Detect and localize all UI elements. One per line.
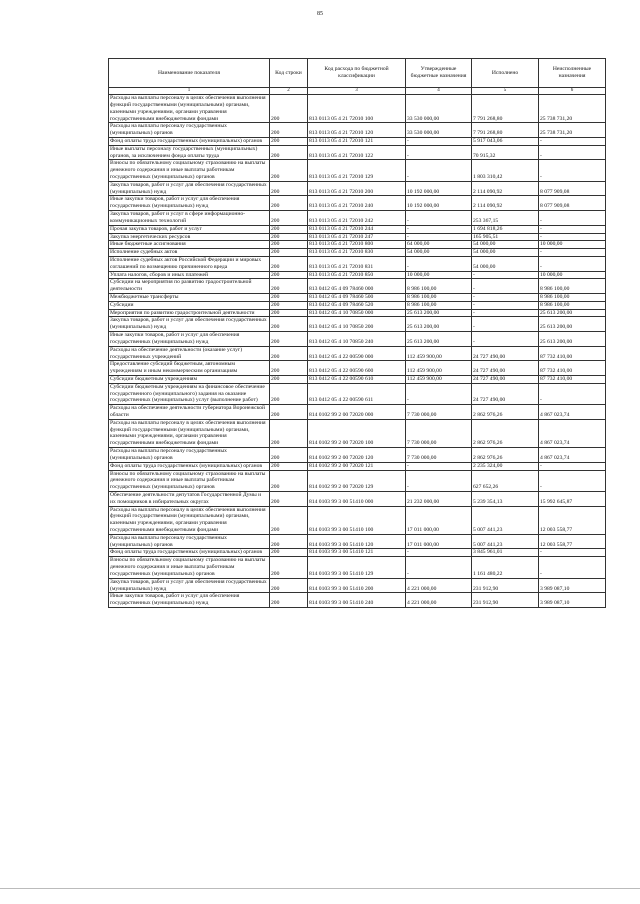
cell-line-code: 200 xyxy=(270,361,308,376)
cell-classification-code: 814 0103 99 3 00 51410 120 xyxy=(308,534,406,549)
table-row xyxy=(109,95,606,123)
cell-unexecuted: 8 077 909,08 xyxy=(539,196,606,211)
header-cell-line-code: Код строки xyxy=(270,59,308,88)
cell-executed: 24 727 490,00 xyxy=(472,346,539,361)
cell-executed: 2 862 976,26 xyxy=(472,405,539,420)
cell-executed: - xyxy=(472,309,539,317)
cell-line-code: 200 xyxy=(270,225,308,233)
cell-executed: 2 862 976,26 xyxy=(472,419,539,447)
cell-name: Иные бюджетные ассигнования xyxy=(109,241,270,249)
cell-unexecuted: - xyxy=(539,249,606,257)
table-row xyxy=(109,383,606,404)
table-row xyxy=(109,346,606,361)
cell-line-code: 200 xyxy=(270,317,308,332)
cell-line-code: 200 xyxy=(270,279,308,294)
cell-approved: - xyxy=(406,145,472,160)
cell-name: Расходы на обеспечение деятельности (оказание услуг) государственных учреждений xyxy=(109,346,270,361)
table-row xyxy=(109,491,606,506)
cell-executed: 54 000,00 xyxy=(472,249,539,257)
cell-unexecuted: - xyxy=(539,145,606,160)
cell-line-code: 200 xyxy=(270,593,308,608)
cell-classification-code: 814 0102 99 2 00 72020 000 xyxy=(308,405,406,420)
cell-classification-code: 813 0412 05 4 10 70850 200 xyxy=(308,317,406,332)
cell-line-code: 200 xyxy=(270,95,308,123)
cell-executed: 54 000,00 xyxy=(472,256,539,271)
cell-name: Субсидии xyxy=(109,301,270,309)
cell-classification-code: 813 0412 05 4 09 78460 500 xyxy=(308,294,406,302)
cell-classification-code: 813 0113 05 4 21 72010 120 xyxy=(308,123,406,138)
cell-unexecuted: 25 738 731,20 xyxy=(539,95,606,123)
cell-approved: 10 000,00 xyxy=(406,271,472,279)
table-row xyxy=(109,578,606,593)
cell-classification-code: 813 0113 05 4 21 72010 247 xyxy=(308,233,406,241)
cell-line-code: 200 xyxy=(270,137,308,145)
cell-executed: 7 791 268,80 xyxy=(472,123,539,138)
cell-approved: 4 221 000,00 xyxy=(406,593,472,608)
cell-classification-code: 814 0103 99 3 00 51410 200 xyxy=(308,578,406,593)
cell-line-code: 200 xyxy=(270,405,308,420)
cell-name: Обеспечение деятельности депутатов Государственной Думы и их помощников в избирательных округах xyxy=(109,491,270,506)
cell-unexecuted: 87 732 410,00 xyxy=(539,361,606,376)
cell-executed: 24 727 490,00 xyxy=(472,361,539,376)
cell-line-code: 200 xyxy=(270,578,308,593)
cell-name: Расходы на выплаты персоналу государственных (муниципальных) органов xyxy=(109,534,270,549)
column-number: 6 xyxy=(539,88,606,95)
table-row xyxy=(109,506,606,534)
cell-classification-code: 813 0412 05 4 09 78460 520 xyxy=(308,301,406,309)
cell-approved: - xyxy=(406,256,472,271)
cell-line-code: 200 xyxy=(270,301,308,309)
cell-approved: 4 221 000,00 xyxy=(406,578,472,593)
cell-line-code: 200 xyxy=(270,294,308,302)
header-cell-executed: Исполнено xyxy=(472,59,539,88)
cell-line-code: 200 xyxy=(270,534,308,549)
cell-unexecuted: 25 613 200,00 xyxy=(539,317,606,332)
cell-unexecuted: 87 732 410,00 xyxy=(539,375,606,383)
cell-executed: 5 239 354,13 xyxy=(472,491,539,506)
cell-executed: 2 862 976,26 xyxy=(472,448,539,463)
cell-unexecuted: 3 989 087,10 xyxy=(539,578,606,593)
cell-unexecuted: 25 613 200,00 xyxy=(539,332,606,347)
column-number: 4 xyxy=(406,88,472,95)
table-row xyxy=(109,534,606,549)
cell-approved: - xyxy=(406,470,472,491)
cell-approved: 10 192 000,00 xyxy=(406,181,472,196)
table-row xyxy=(109,462,606,470)
cell-line-code: 200 xyxy=(270,506,308,534)
table-row xyxy=(109,549,606,557)
table-row xyxy=(109,405,606,420)
cell-name: Закупка товаров, работ и услуг для обеспечения государственных (муниципальных) нужд xyxy=(109,181,270,196)
cell-classification-code: 814 0103 99 3 00 51410 240 xyxy=(308,593,406,608)
cell-classification-code: 813 0113 05 4 21 72010 200 xyxy=(308,181,406,196)
cell-approved: 17 011 000,00 xyxy=(406,534,472,549)
cell-name: Закупка товаров, работ и услуг для обеспечения государственных (муниципальных) нужд xyxy=(109,578,270,593)
cell-classification-code: 813 0113 05 4 21 72010 800 xyxy=(308,241,406,249)
cell-name: Фонд оплаты труда государственных (муниципальных) органов xyxy=(109,462,270,470)
table-row xyxy=(109,557,606,578)
cell-unexecuted: - xyxy=(539,225,606,233)
cell-executed: 3 845 961,01 xyxy=(472,549,539,557)
cell-name: Иные закупки товаров, работ и услуг для обеспечения государственных (муниципальных) нужд xyxy=(109,593,270,608)
cell-line-code: 200 xyxy=(270,123,308,138)
table-row xyxy=(109,279,606,294)
cell-unexecuted: 4 867 023,74 xyxy=(539,419,606,447)
cell-name: Взносы по обязательному социальному страхованию на выплаты денежного содержания и иные выплаты работникам государственных (муниципальных) органов xyxy=(109,557,270,578)
cell-approved: 112 459 900,00 xyxy=(406,361,472,376)
cell-classification-code: 813 0113 05 4 21 72010 830 xyxy=(308,249,406,257)
table-row xyxy=(109,241,606,249)
cell-classification-code: 814 0103 99 3 00 51410 100 xyxy=(308,506,406,534)
table-row xyxy=(109,256,606,271)
cell-name: Закупка товаров, работ и услуг в сфере информационно-коммуникационных технологий xyxy=(109,211,270,226)
cell-executed: 1 803 310,42 xyxy=(472,160,539,181)
cell-line-code: 200 xyxy=(270,196,308,211)
cell-unexecuted: 15 992 645,87 xyxy=(539,491,606,506)
cell-executed: 5 007 441,23 xyxy=(472,534,539,549)
cell-line-code: 200 xyxy=(270,549,308,557)
cell-line-code: 200 xyxy=(270,233,308,241)
table-row xyxy=(109,225,606,233)
cell-executed: 70 915,32 xyxy=(472,145,539,160)
cell-unexecuted: - xyxy=(539,557,606,578)
cell-classification-code: 813 0412 05 4 09 78460 000 xyxy=(308,279,406,294)
cell-approved: 25 613 200,00 xyxy=(406,332,472,347)
cell-unexecuted: 12 003 558,77 xyxy=(539,534,606,549)
cell-unexecuted: 4 867 023,74 xyxy=(539,448,606,463)
cell-line-code: 200 xyxy=(270,332,308,347)
cell-classification-code: 813 0412 05 4 22 00590 600 xyxy=(308,361,406,376)
expenditure-table xyxy=(108,58,606,608)
cell-name: Субсидии на мероприятия по развитию градостроительной деятельности xyxy=(109,279,270,294)
cell-unexecuted: 8 986 100,00 xyxy=(539,279,606,294)
cell-classification-code: 813 0113 05 4 21 72010 242 xyxy=(308,211,406,226)
cell-line-code: 200 xyxy=(270,256,308,271)
cell-name: Расходы на выплаты персоналу в целях обеспечения выполнения функций государственными (муниципальными) органами, казенными учреждениями, органами управления государственными внебюджетными фондами xyxy=(109,95,270,123)
cell-name: Мероприятия по развитию градостроительной деятельности xyxy=(109,309,270,317)
cell-classification-code: 814 0102 99 2 00 72020 120 xyxy=(308,448,406,463)
cell-line-code: 200 xyxy=(270,383,308,404)
cell-approved: 7 730 000,00 xyxy=(406,419,472,447)
cell-executed: 253 367,15 xyxy=(472,211,539,226)
cell-executed: 2 114 090,92 xyxy=(472,196,539,211)
cell-executed: - xyxy=(472,301,539,309)
cell-classification-code: 814 0103 99 3 00 51410 129 xyxy=(308,557,406,578)
cell-name: Расходы на выплаты персоналу в целях обеспечения выполнения функций государственными (муниципальными) органами, казенными учреждениями, органами управления государственными внебюджетными фондами xyxy=(109,419,270,447)
header-cell-classification-code: Код расхода по бюджетной классификации xyxy=(308,59,406,88)
cell-line-code: 200 xyxy=(270,375,308,383)
cell-name: Закупка энергетических ресурсов xyxy=(109,233,270,241)
cell-unexecuted: 25 613 200,00 xyxy=(539,309,606,317)
cell-approved: 54 000,00 xyxy=(406,249,472,257)
cell-unexecuted: - xyxy=(539,160,606,181)
cell-name: Иные закупки товаров, работ и услуг для обеспечения государственных (муниципальных) нужд xyxy=(109,332,270,347)
cell-unexecuted: 8 986 100,00 xyxy=(539,301,606,309)
cell-approved: - xyxy=(406,383,472,404)
cell-approved: 10 192 000,00 xyxy=(406,196,472,211)
cell-name: Исполнение судебных актов xyxy=(109,249,270,257)
cell-classification-code: 813 0113 05 4 21 72010 850 xyxy=(308,271,406,279)
cell-line-code: 200 xyxy=(270,145,308,160)
cell-approved: 112 459 900,00 xyxy=(406,346,472,361)
table-row xyxy=(109,137,606,145)
cell-executed: - xyxy=(472,332,539,347)
cell-approved: - xyxy=(406,557,472,578)
column-number-row xyxy=(109,88,606,95)
cell-name: Взносы по обязательному социальному страхованию на выплаты денежного содержания и иные выплаты работникам государственных (муниципальных) органов xyxy=(109,470,270,491)
cell-unexecuted: 10 000,00 xyxy=(539,271,606,279)
cell-approved: 112 459 900,00 xyxy=(406,375,472,383)
cell-classification-code: 813 0412 05 4 22 00590 611 xyxy=(308,383,406,404)
cell-executed: - xyxy=(472,317,539,332)
column-number: 2 xyxy=(270,88,308,95)
table-row xyxy=(109,375,606,383)
cell-classification-code: 813 0412 05 4 22 00590 610 xyxy=(308,375,406,383)
cell-approved: 8 986 100,00 xyxy=(406,301,472,309)
table-row xyxy=(109,301,606,309)
column-number: 1 xyxy=(109,88,270,95)
cell-approved: - xyxy=(406,462,472,470)
table-row xyxy=(109,317,606,332)
column-number: 3 xyxy=(308,88,406,95)
cell-executed: 1 161 480,22 xyxy=(472,557,539,578)
cell-classification-code: 814 0103 99 3 00 51410 000 xyxy=(308,491,406,506)
cell-approved: - xyxy=(406,225,472,233)
cell-line-code: 200 xyxy=(270,557,308,578)
cell-unexecuted: 87 732 410,00 xyxy=(539,346,606,361)
cell-line-code: 200 xyxy=(270,241,308,249)
column-number: 5 xyxy=(472,88,539,95)
cell-name: Иные закупки товаров, работ и услуг для обеспечения государственных (муниципальных) нужд xyxy=(109,196,270,211)
cell-line-code: 200 xyxy=(270,160,308,181)
cell-unexecuted: 4 867 023,74 xyxy=(539,405,606,420)
cell-line-code: 200 xyxy=(270,448,308,463)
cell-executed: 7 791 268,80 xyxy=(472,95,539,123)
header-row xyxy=(109,59,606,88)
cell-executed: - xyxy=(472,294,539,302)
table-row xyxy=(109,160,606,181)
cell-name: Исполнение судебных актов Российской Федерации и мировых соглашений по возмещению причиненного вреда xyxy=(109,256,270,271)
cell-approved: 8 986 100,00 xyxy=(406,279,472,294)
cell-approved: 7 730 000,00 xyxy=(406,405,472,420)
cell-executed: - xyxy=(472,271,539,279)
cell-approved: - xyxy=(406,137,472,145)
cell-executed: 54 000,00 xyxy=(472,241,539,249)
cell-unexecuted: - xyxy=(539,256,606,271)
table-row xyxy=(109,593,606,608)
cell-name: Расходы на выплаты персоналу государственных (муниципальных) органов xyxy=(109,448,270,463)
cell-name: Взносы по обязательному социальному страхованию на выплаты денежного содержания и иные выплаты работникам государственных (муниципальных) органов xyxy=(109,160,270,181)
page-number: 85 xyxy=(317,11,323,17)
header-cell-name: Наименование показателя xyxy=(109,59,270,88)
cell-unexecuted: - xyxy=(539,462,606,470)
cell-unexecuted: 3 989 087,10 xyxy=(539,593,606,608)
table-row xyxy=(109,332,606,347)
cell-classification-code: 813 0113 05 4 21 72010 831 xyxy=(308,256,406,271)
cell-approved: 33 530 000,00 xyxy=(406,123,472,138)
table-row xyxy=(109,211,606,226)
cell-approved: 7 730 000,00 xyxy=(406,448,472,463)
cell-classification-code: 814 0102 99 2 00 72020 100 xyxy=(308,419,406,447)
cell-name: Фонд оплаты труда государственных (муниципальных) органов xyxy=(109,549,270,557)
cell-approved: 33 530 000,00 xyxy=(406,95,472,123)
cell-unexecuted: - xyxy=(539,211,606,226)
cell-unexecuted: - xyxy=(539,233,606,241)
cell-unexecuted: 8 077 909,08 xyxy=(539,181,606,196)
table-row xyxy=(109,233,606,241)
cell-line-code: 200 xyxy=(270,211,308,226)
cell-executed: 2 114 090,92 xyxy=(472,181,539,196)
cell-name: Межбюджетные трансферты xyxy=(109,294,270,302)
cell-executed: 2 235 324,00 xyxy=(472,462,539,470)
cell-approved: - xyxy=(406,549,472,557)
cell-unexecuted: 8 986 100,00 xyxy=(539,294,606,302)
cell-executed: 5 007 441,23 xyxy=(472,506,539,534)
header-cell-approved: Утвержденные бюджетные назначения xyxy=(406,59,472,88)
cell-classification-code: 814 0103 99 3 00 51410 121 xyxy=(308,549,406,557)
table-row xyxy=(109,196,606,211)
cell-line-code: 200 xyxy=(270,181,308,196)
cell-executed: 24 727 490,00 xyxy=(472,375,539,383)
cell-name: Расходы на выплаты персоналу в целях обеспечения выполнения функций государственными (муниципальными) органами, казенными учреждениями, органами управления государственными внебюджетными фондами xyxy=(109,506,270,534)
cell-executed: 627 652,26 xyxy=(472,470,539,491)
cell-line-code: 200 xyxy=(270,462,308,470)
cell-name: Иные выплаты персоналу государственных (муниципальных) органов, за исключением фонда оплаты труда xyxy=(109,145,270,160)
table-row xyxy=(109,123,606,138)
cell-name: Предоставление субсидий бюджетным, автономным учреждениям и иным некоммерческим организациям xyxy=(109,361,270,376)
cell-classification-code: 813 0113 05 4 21 72010 240 xyxy=(308,196,406,211)
cell-approved: 17 011 000,00 xyxy=(406,506,472,534)
cell-classification-code: 813 0113 05 4 21 72010 100 xyxy=(308,95,406,123)
cell-name: Субсидии бюджетным учреждениям на финансовое обеспечение государственного (муниципального) задания на оказание государственных (муниципальных) услуг (выполнение работ) xyxy=(109,383,270,404)
table-row xyxy=(109,361,606,376)
scan-bottom-edge xyxy=(0,888,640,889)
cell-classification-code: 813 0113 05 4 21 72010 122 xyxy=(308,145,406,160)
cell-line-code: 200 xyxy=(270,309,308,317)
cell-classification-code: 813 0113 05 4 21 72010 121 xyxy=(308,137,406,145)
cell-line-code: 200 xyxy=(270,470,308,491)
cell-line-code: 200 xyxy=(270,271,308,279)
cell-unexecuted: - xyxy=(539,383,606,404)
cell-classification-code: 813 0412 05 4 10 70850 240 xyxy=(308,332,406,347)
cell-line-code: 200 xyxy=(270,491,308,506)
cell-classification-code: 813 0412 05 4 10 70850 000 xyxy=(308,309,406,317)
cell-unexecuted: 25 738 731,20 xyxy=(539,123,606,138)
cell-line-code: 200 xyxy=(270,419,308,447)
cell-name: Фонд оплаты труда государственных (муниципальных) органов xyxy=(109,137,270,145)
cell-unexecuted: 10 000,00 xyxy=(539,241,606,249)
table-row xyxy=(109,309,606,317)
cell-executed: 231 912,90 xyxy=(472,593,539,608)
cell-classification-code: 813 0412 05 4 22 00590 000 xyxy=(308,346,406,361)
cell-unexecuted: - xyxy=(539,549,606,557)
table-row xyxy=(109,294,606,302)
table-row xyxy=(109,419,606,447)
table-row xyxy=(109,271,606,279)
header-cell-unexecuted: Неисполненные назначения xyxy=(539,59,606,88)
cell-classification-code: 813 0113 05 4 21 72010 129 xyxy=(308,160,406,181)
table-row xyxy=(109,181,606,196)
cell-approved: 21 232 000,00 xyxy=(406,491,472,506)
cell-unexecuted: 12 003 558,77 xyxy=(539,506,606,534)
cell-name: Расходы на выплаты персоналу государственных (муниципальных) органов xyxy=(109,123,270,138)
cell-approved: - xyxy=(406,211,472,226)
cell-executed: 231 912,90 xyxy=(472,578,539,593)
cell-executed: 5 917 043,06 xyxy=(472,137,539,145)
cell-approved: 64 000,00 xyxy=(406,241,472,249)
cell-unexecuted: - xyxy=(539,137,606,145)
cell-executed: 1 694 818,26 xyxy=(472,225,539,233)
table-row xyxy=(109,470,606,491)
cell-approved: 8 986 100,00 xyxy=(406,294,472,302)
cell-name: Расходы на обеспечение деятельности губернатора Воронежской области xyxy=(109,405,270,420)
table-row xyxy=(109,249,606,257)
cell-approved: 25 613 200,00 xyxy=(406,317,472,332)
cell-approved: - xyxy=(406,233,472,241)
cell-classification-code: 814 0102 99 2 00 72020 121 xyxy=(308,462,406,470)
cell-unexecuted: - xyxy=(539,470,606,491)
cell-executed: 24 727 490,00 xyxy=(472,383,539,404)
cell-approved: 25 613 200,00 xyxy=(406,309,472,317)
cell-approved: - xyxy=(406,160,472,181)
cell-name: Прочая закупка товаров, работ и услуг xyxy=(109,225,270,233)
cell-executed: 165 905,51 xyxy=(472,233,539,241)
cell-name: Субсидии бюджетным учреждениям xyxy=(109,375,270,383)
cell-line-code: 200 xyxy=(270,346,308,361)
table-row xyxy=(109,448,606,463)
cell-name: Уплата налогов, сборов и иных платежей xyxy=(109,271,270,279)
cell-classification-code: 814 0102 99 2 00 72020 129 xyxy=(308,470,406,491)
cell-executed: - xyxy=(472,279,539,294)
cell-line-code: 200 xyxy=(270,249,308,257)
cell-classification-code: 813 0113 05 4 21 72010 244 xyxy=(308,225,406,233)
table-row xyxy=(109,145,606,160)
cell-name: Закупка товаров, работ и услуг для обеспечения государственных (муниципальных) нужд xyxy=(109,317,270,332)
